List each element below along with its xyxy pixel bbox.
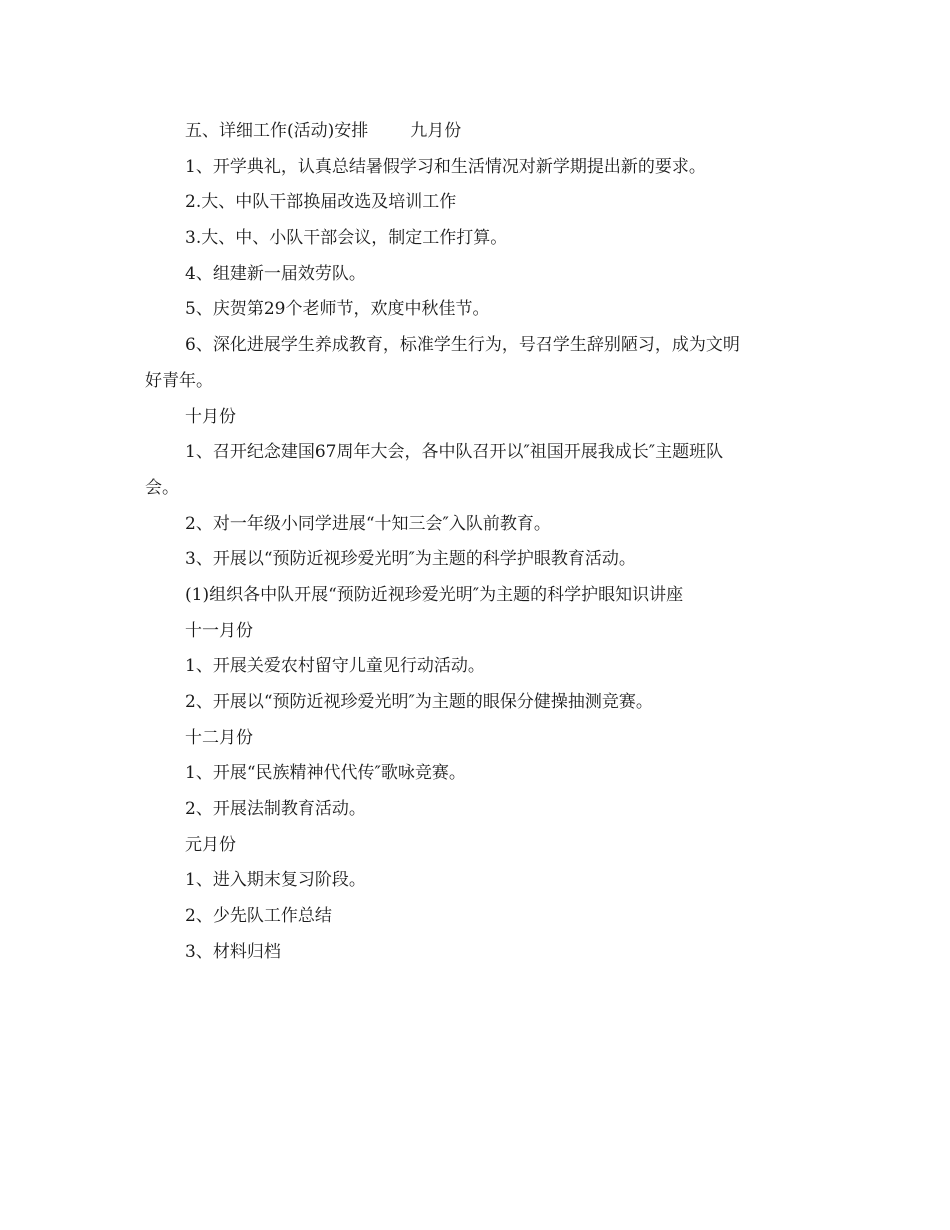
text-line: 2、开展以“预防近视珍爱光明″为主题的眼保分健操抽测竞赛。 [185,692,653,712]
document-body [145,114,805,971]
text-line: 1、召开纪念建国67周年大会，各中队召开以″祖国开展我成长″主题班队 [185,442,724,463]
text-line: 5、庆贺第29个老师节，欢度中秋佳节。 [185,299,490,320]
text-line: 2、对一年级小同学进展“十知三会″入队前教育。 [185,513,551,534]
text-line: 1、开学典礼，认真总结暑假学习和生活情况对新学期提出新的要求。 [185,156,706,177]
text-line: 元月份 [185,834,236,855]
document-lines [145,150,805,971]
text-line: 好青年。 [145,370,213,391]
text-line: 1、开展“民族精神代代传″歌咏竞赛。 [185,763,466,784]
month-heading: 九月份 [410,121,462,141]
text-line: 1、开展关爱农村留守儿童见行动活动。 [185,656,485,677]
text-line: 会。 [145,477,179,498]
text-line: 3、开展以“预防近视珍爱光明″为主题的科学护眼教育活动。 [185,549,636,570]
text-line: 3.大、中、小队干部会议，制定工作打算。 [185,228,508,249]
text-line: 2、少先队工作总结 [185,906,332,927]
text-line: 1、进入期末复习阶段。 [185,870,366,891]
text-line: 2.大、中队干部换届改选及培训工作 [185,192,457,213]
text-line: 2、开展法制教育活动。 [185,799,366,820]
section-title: 五、详细工作(活动)安排 [185,121,369,141]
text-line: 6、深化进展学生养成教育，标准学生行为，号召学生辞别陋习，成为文明 [185,335,740,356]
text-line: 4、组建新一届效劳队。 [185,263,366,284]
text-line: 十二月份 [185,727,253,748]
section-heading [145,114,805,150]
text-line: 3、材料归档 [185,941,281,962]
text-line: (1)组织各中队开展“预防近视珍爱光明″为主题的科学护眼知识讲座 [185,584,684,605]
text-line: 十月份 [185,406,236,427]
text-line: 十一月份 [185,620,253,641]
